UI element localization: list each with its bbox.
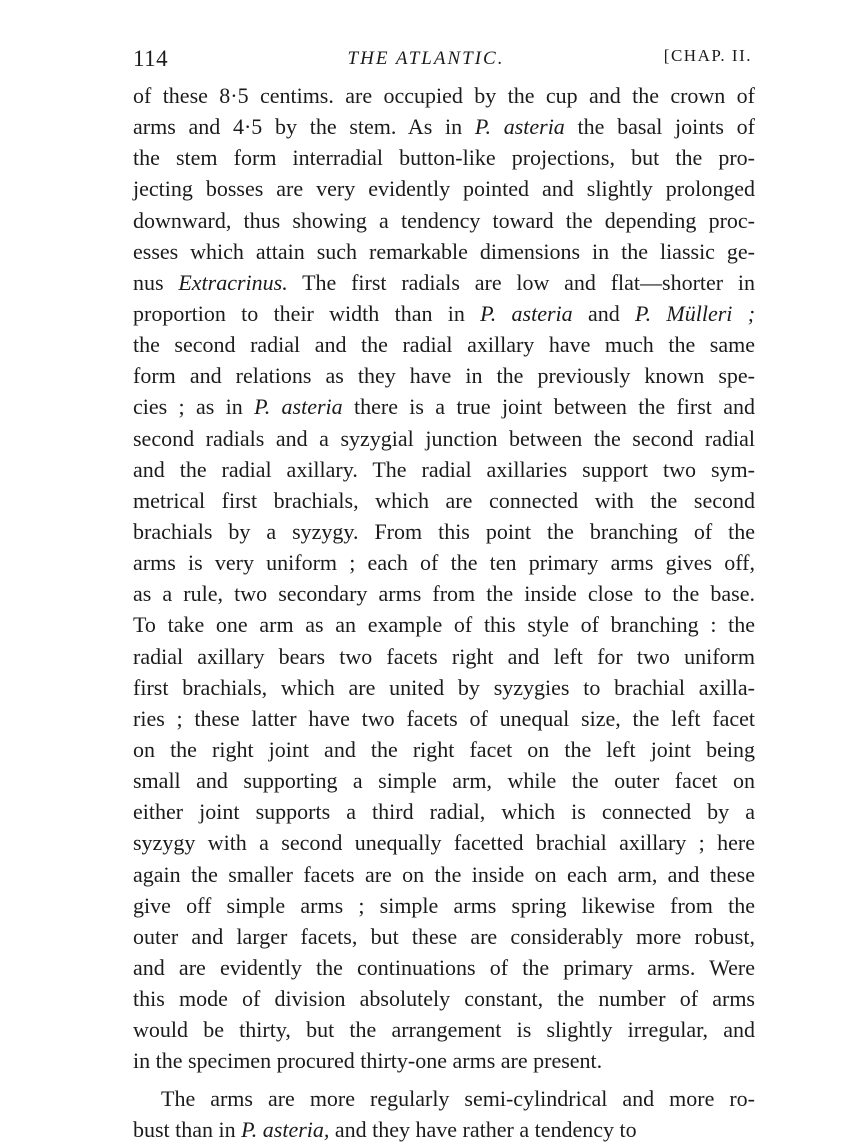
text-run: proportion to their width than in	[133, 300, 481, 326]
text-line	[133, 578, 755, 609]
text-line	[133, 205, 755, 236]
text-line	[133, 173, 755, 204]
text-run: brachials by a syzygy. From this point the branching of the	[133, 518, 755, 544]
text-run: and they have rather a tendency to	[329, 1116, 637, 1142]
text-run: metrical first brachials, which are connected with the second	[133, 487, 755, 513]
text-run: syzygy with a second unequally facetted brachial axillary ; here	[133, 830, 755, 856]
text-run: arms and 4·5 by the stem. As in	[133, 114, 475, 140]
text-run: The arms are more regularly semi-cylindrical and more ro-	[161, 1085, 755, 1111]
text-line	[133, 641, 755, 672]
text-line	[133, 734, 755, 765]
text-line	[133, 796, 755, 827]
text-run: form and relations as they have in the previously known spe-	[133, 363, 755, 389]
text-run: esses which attain such remarkable dimensions in the liassic ge-	[133, 238, 755, 264]
chapter-label: [CHAP. II.	[663, 46, 752, 65]
text-run: first brachials, which are united by syzygies to brachial axilla-	[133, 674, 755, 700]
text-line	[133, 298, 755, 329]
text-run: as a rule, two secondary arms from the inside close to the base.	[133, 581, 755, 607]
text-run: and the radial axillary. The radial axillaries support two sym-	[133, 456, 755, 482]
text-run: would be thirty, but the arrangement is slightly irregular, and	[133, 1017, 755, 1043]
body-text	[133, 80, 755, 1145]
text-line	[133, 80, 755, 111]
text-line	[133, 859, 755, 890]
text-line	[133, 890, 755, 921]
text-line	[133, 360, 755, 391]
running-header	[0, 40, 852, 80]
text-line	[133, 703, 755, 734]
text-run: and	[572, 300, 636, 326]
page-number: 114	[133, 46, 169, 71]
text-line	[133, 111, 755, 142]
text-line	[133, 1114, 755, 1145]
text-run: either joint supports a third radial, which is connected by a	[133, 799, 755, 825]
text-run: and are evidently the continuations of the primary arms. Were	[133, 954, 755, 980]
text-run: the basal joints of	[564, 114, 755, 140]
text-line	[133, 1014, 755, 1045]
text-run: The first radials are low and flat—shorter in	[287, 269, 755, 295]
text-line	[133, 142, 755, 173]
text-line	[133, 236, 755, 267]
text-run: To take one arm as an example of this style of branching : the	[133, 612, 755, 638]
text-line	[133, 983, 755, 1014]
text-run: in the specimen procured thirty-one arms are present.	[133, 1048, 603, 1074]
text-run: cies ; as in	[133, 394, 255, 420]
text-run: this mode of division absolutely constant, the number of arms	[133, 986, 755, 1012]
text-run: ries ; these latter have two facets of unequal size, the left facet	[133, 705, 755, 731]
text-run: give off simple arms ; simple arms spring likewise from the	[133, 892, 755, 918]
text-run: there is a true joint between the first and	[342, 394, 755, 420]
text-line	[133, 391, 755, 422]
text-line	[133, 423, 755, 454]
text-run: outer and larger facets, but these are considerably more robust,	[133, 923, 755, 949]
italic-text-run: P. asteria	[254, 394, 343, 420]
italic-text-run: P. asteria	[474, 114, 565, 140]
text-run: small and supporting a simple arm, while the outer facet on	[133, 768, 755, 794]
running-title: THE ATLANTIC.	[347, 48, 505, 69]
text-line	[133, 1045, 755, 1076]
text-run: on the right joint and the right facet on the left joint being	[133, 736, 755, 762]
text-run: downward, thus showing a tendency toward the depending proc-	[133, 207, 755, 233]
text-run: nus	[133, 269, 179, 295]
text-line	[133, 485, 755, 516]
text-run: second radials and a syzygial junction between the second radial	[133, 425, 755, 451]
text-run: radial axillary bears two facets right and left for two uniform	[133, 643, 755, 669]
italic-text-run: Extracrinus.	[178, 269, 288, 295]
text-line	[133, 921, 755, 952]
text-run: of these 8·5 centims. are occupied by the cup and the crown of	[133, 83, 755, 108]
text-line	[133, 547, 755, 578]
text-run: the stem form interradial button-like projections, but the pro-	[133, 145, 755, 171]
text-run: again the smaller facets are on the inside on each arm, and these	[133, 861, 755, 887]
italic-text-run: P. asteria,	[241, 1116, 330, 1142]
text-line	[133, 267, 755, 298]
text-line	[133, 1083, 755, 1114]
text-line	[133, 672, 755, 703]
text-line	[133, 516, 755, 547]
text-line	[133, 765, 755, 796]
italic-text-run: P. asteria	[480, 300, 573, 326]
text-line	[133, 952, 755, 983]
text-run: arms is very uniform ; each of the ten primary arms gives off,	[133, 550, 755, 576]
text-line	[133, 329, 755, 360]
text-line	[133, 827, 755, 858]
italic-text-run: P. Mülleri ;	[635, 300, 756, 326]
text-run: jecting bosses are very evidently pointed and slightly prolonged	[133, 176, 755, 202]
text-line	[133, 454, 755, 485]
text-run: the second radial and the radial axillary have much the same	[133, 332, 755, 358]
text-run: bust than in	[133, 1116, 242, 1142]
text-line	[133, 609, 755, 640]
